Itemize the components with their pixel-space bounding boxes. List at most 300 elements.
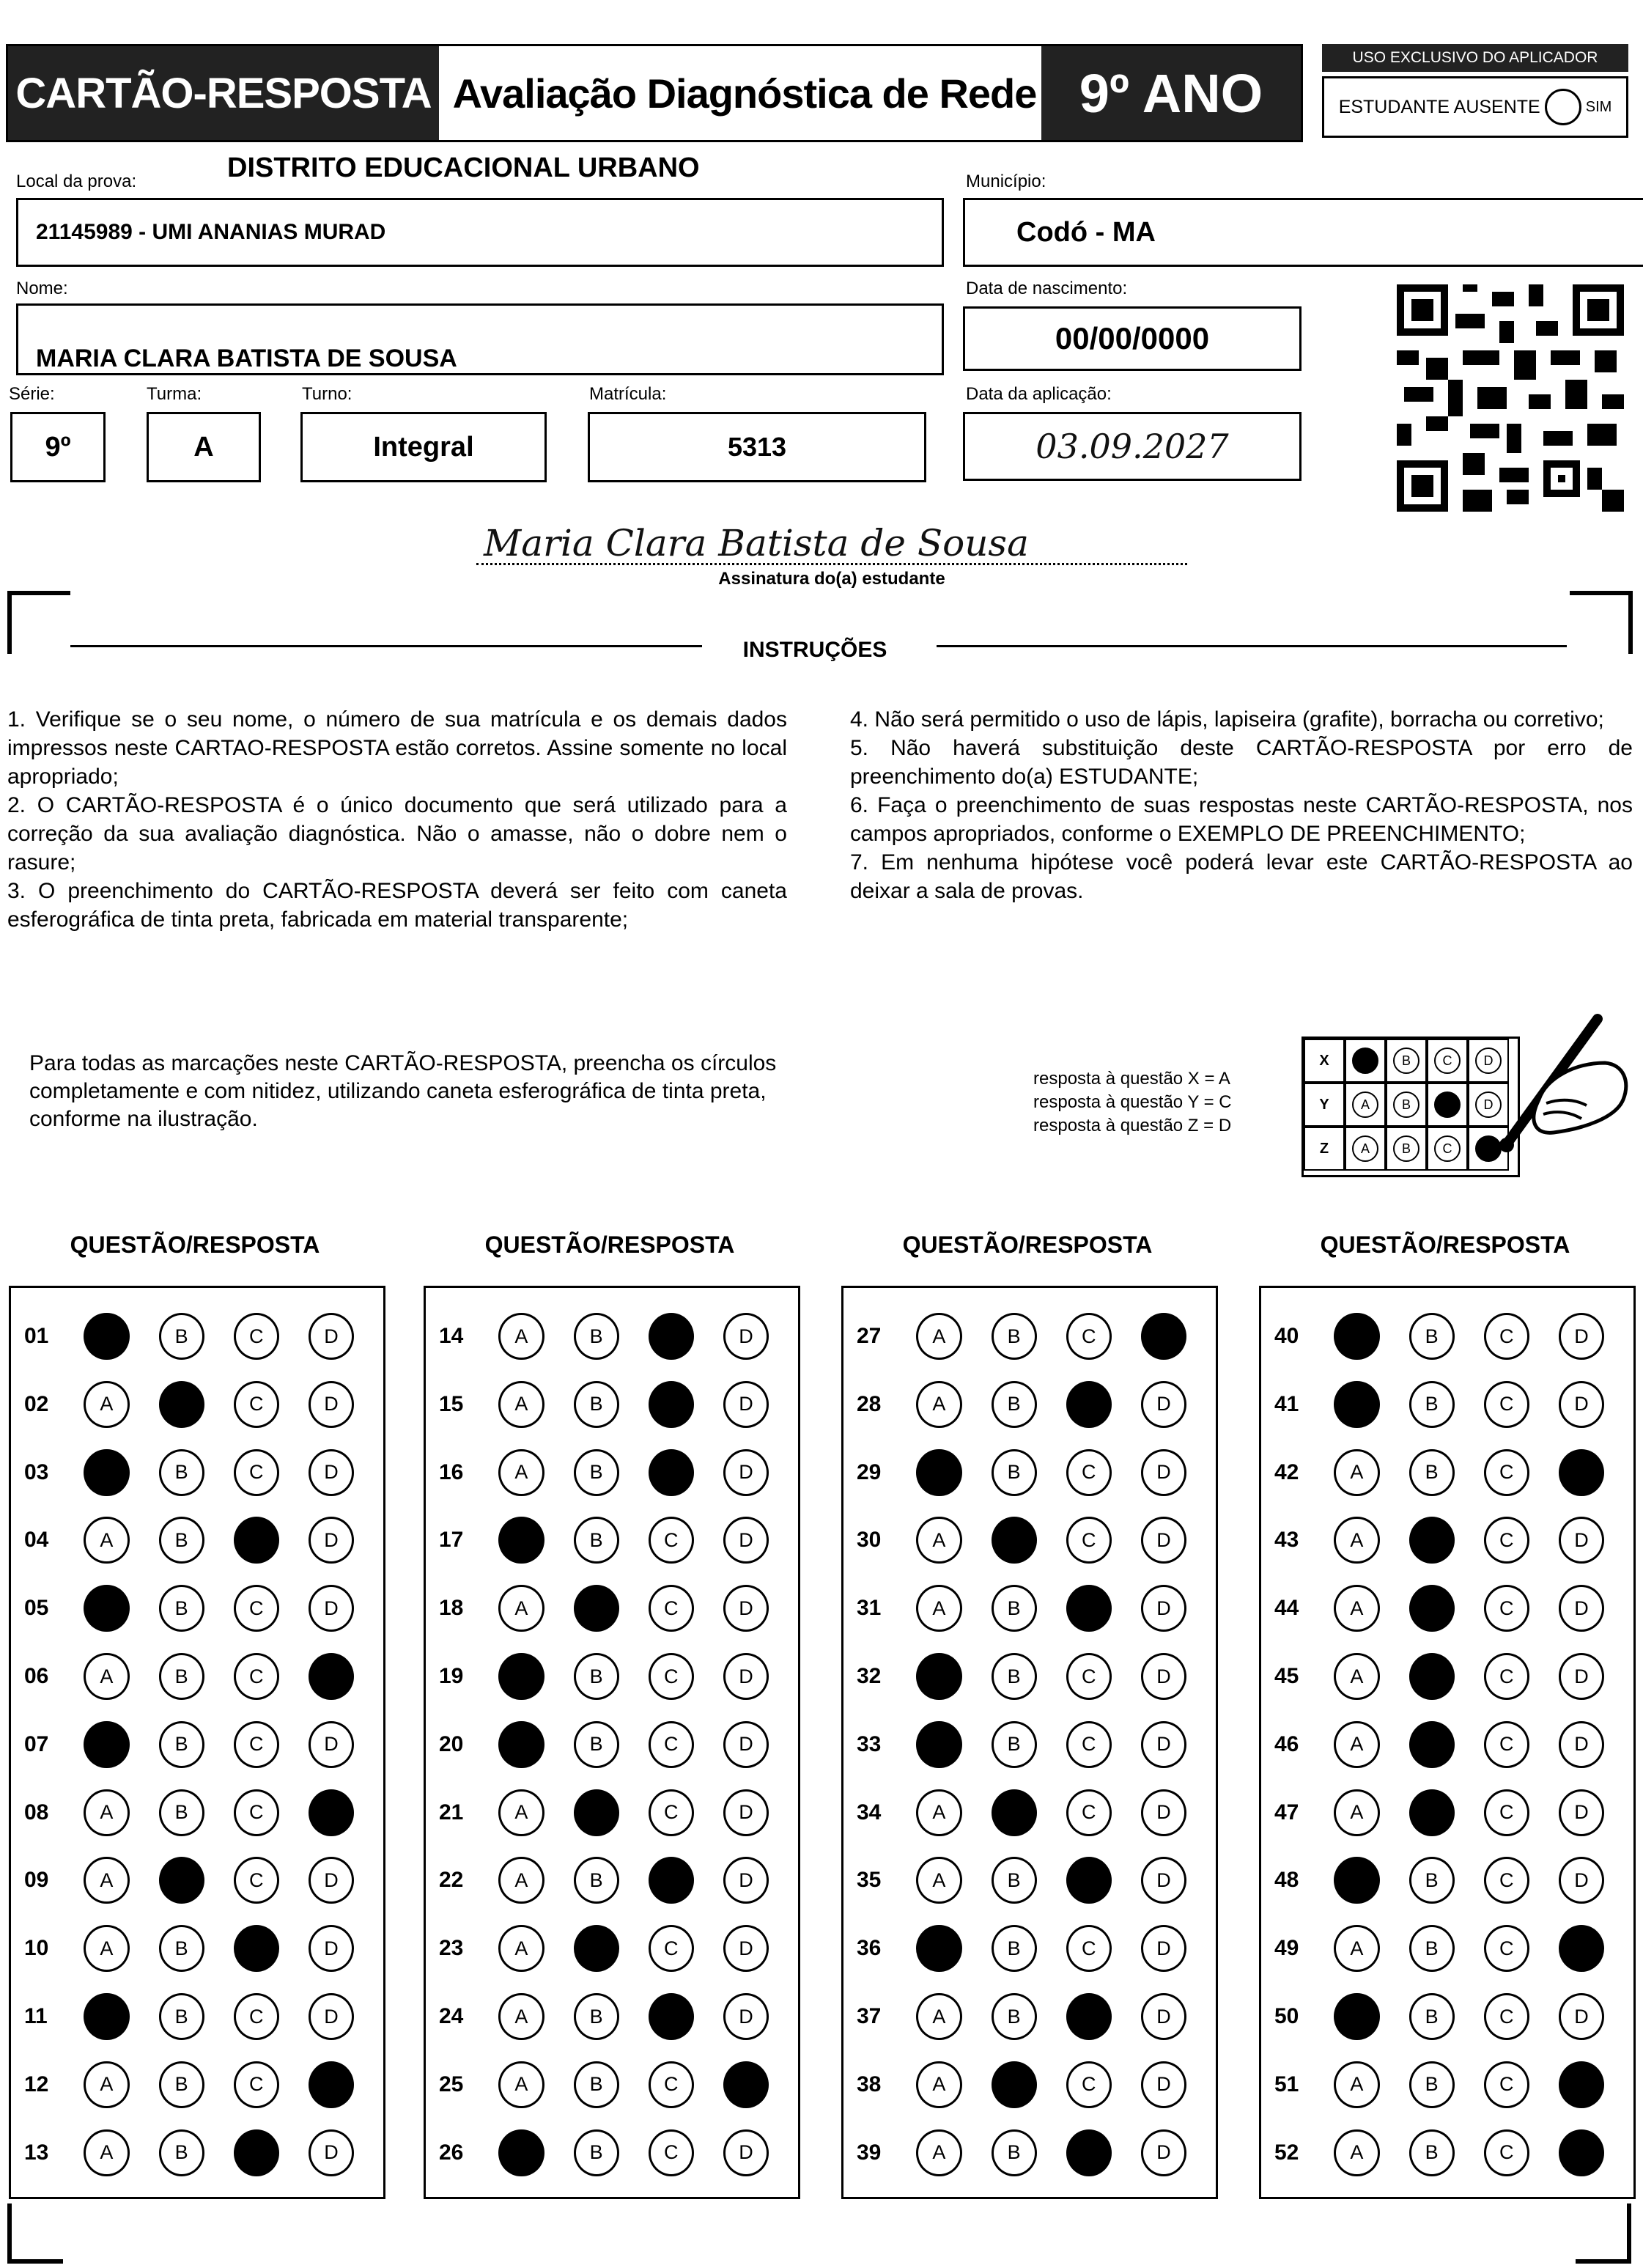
question-row — [1261, 1726, 1633, 1763]
answer-bubble-c[interactable]: C — [234, 1925, 279, 1972]
answer-bubble-c[interactable]: C — [649, 1857, 694, 1904]
question-row — [426, 1522, 798, 1558]
question-row — [426, 1794, 798, 1831]
example-cell — [1386, 1039, 1427, 1083]
answer-bubble-a[interactable]: A — [1334, 1993, 1379, 2040]
answer-bubble-a[interactable]: A — [498, 2061, 544, 2108]
question-row — [843, 1930, 1216, 1967]
turma-field[interactable]: A — [147, 412, 261, 482]
question-row — [11, 1794, 383, 1831]
answer-bubble-b[interactable]: B — [992, 1993, 1037, 2040]
answer-column — [841, 1286, 1218, 2199]
answer-bubble-a[interactable]: A — [498, 1925, 544, 1972]
column-header: QUESTÃO/RESPOSTA — [484, 1231, 735, 1258]
answer-bubble-b[interactable]: B — [574, 1381, 619, 1428]
answer-bubble-b[interactable]: B — [159, 2129, 204, 2176]
local-field[interactable]: 21145989 - UMI ANANIAS MURAD — [16, 198, 944, 267]
answer-bubble-d[interactable]: D — [1559, 2061, 1604, 2108]
question-number: 07 — [24, 1731, 49, 1756]
answer-bubble-b[interactable]: B — [574, 1585, 619, 1632]
answer-bubble-d[interactable]: D — [1559, 1381, 1604, 1428]
answer-bubble-c[interactable]: C — [234, 1993, 279, 2040]
answer-bubble-c[interactable]: C — [1066, 1789, 1112, 1836]
question-row — [11, 1454, 383, 1491]
answer-bubble-a[interactable]: A — [84, 2061, 129, 2108]
question-number: 03 — [24, 1459, 49, 1484]
answer-bubble-c[interactable]: C — [1484, 1925, 1529, 1972]
instruction-2: 2. O CARTÃO-RESPOSTA é o único documento que será utilizado para a correção da sua avaliação diagnóstica. Não o amasse, não o dobre nem o rasure; — [7, 793, 787, 875]
answer-bubble-c[interactable]: C — [649, 2129, 694, 2176]
instructions-title: INSTRUÇÕES — [742, 638, 887, 662]
answer-bubble-a[interactable]: A — [916, 1381, 961, 1428]
question-number: 30 — [857, 1528, 882, 1553]
answer-bubble-b[interactable]: B — [1409, 2061, 1455, 2108]
answer-bubble-c[interactable]: C — [1484, 1993, 1529, 2040]
answer-bubble-d[interactable]: D — [1141, 1517, 1186, 1564]
instructions-rule-left — [70, 645, 702, 647]
question-number: 09 — [24, 1868, 49, 1893]
answer-bubble-c[interactable]: C — [1066, 1653, 1112, 1700]
question-row — [11, 1658, 383, 1695]
answer-bubble-a[interactable]: A — [916, 1925, 961, 1972]
answer-bubble-a[interactable]: A — [916, 1721, 961, 1768]
question-row — [1261, 1998, 1633, 2035]
answer-bubble-b[interactable]: B — [159, 1653, 204, 1700]
question-row — [11, 1386, 383, 1423]
answer-bubble-c[interactable]: C — [234, 1517, 279, 1564]
answer-bubble-b[interactable]: B — [1409, 1925, 1455, 1972]
question-number: 33 — [857, 1731, 882, 1756]
corner-top-right — [1570, 591, 1633, 654]
answer-bubble-b[interactable]: B — [574, 1517, 619, 1564]
answer-bubble-b[interactable]: B — [574, 2061, 619, 2108]
question-row — [1261, 1590, 1633, 1627]
answer-bubble-b[interactable]: B — [159, 1381, 204, 1428]
answer-bubble-d[interactable]: D — [309, 1789, 354, 1836]
answer-bubble-b[interactable]: B — [992, 1585, 1037, 1632]
example-bubble: B — [1393, 1135, 1419, 1162]
answer-bubble-b[interactable]: B — [574, 1925, 619, 1972]
answer-bubble-c[interactable]: C — [649, 1653, 694, 1700]
answer-bubble-a[interactable]: A — [498, 1313, 544, 1360]
answer-bubble-c[interactable]: C — [1484, 1857, 1529, 1904]
answer-bubble-a[interactable]: A — [916, 2061, 961, 2108]
answer-bubble-a[interactable]: A — [84, 2129, 129, 2176]
answer-bubble-d[interactable]: D — [1559, 1313, 1604, 1360]
example-line-z: resposta à questão Z = D — [1033, 1116, 1232, 1135]
answer-bubble-a[interactable]: A — [84, 1925, 129, 1972]
answer-bubble-b[interactable]: B — [574, 1789, 619, 1836]
answer-bubble-d[interactable]: D — [723, 1993, 769, 2040]
nascimento-field[interactable]: 00/00/0000 — [963, 306, 1302, 371]
answer-bubble-c[interactable]: C — [1484, 1585, 1529, 1632]
answer-bubble-b[interactable]: B — [159, 1789, 204, 1836]
absent-option: SIM — [1585, 98, 1612, 115]
answer-bubble-a[interactable]: A — [916, 1789, 961, 1836]
answer-bubble-b[interactable]: B — [159, 1925, 204, 1972]
answer-bubble-c[interactable]: C — [649, 1925, 694, 1972]
question-number: 47 — [1274, 1800, 1299, 1825]
answer-bubble-c[interactable]: C — [1484, 1449, 1529, 1496]
question-row — [11, 1930, 383, 1967]
answer-bubble-a[interactable]: A — [84, 1313, 129, 1360]
answer-bubble-d[interactable]: D — [309, 1313, 354, 1360]
answer-bubble-d[interactable]: D — [309, 1653, 354, 1700]
question-number: 12 — [24, 2072, 49, 2096]
answer-bubble-a[interactable]: A — [498, 1517, 544, 1564]
answer-bubble-b[interactable]: B — [1409, 1585, 1455, 1632]
turma-label: Turma: — [147, 384, 202, 404]
aplicacao-field[interactable]: 03.09.2027 — [963, 412, 1302, 481]
answer-bubble-d[interactable]: D — [1141, 1381, 1186, 1428]
answer-bubble-a[interactable]: A — [84, 1449, 129, 1496]
example-cell — [1427, 1127, 1468, 1171]
answer-bubble-b[interactable]: B — [992, 1517, 1037, 1564]
answer-bubble-b[interactable]: B — [159, 1993, 204, 2040]
question-row — [843, 1386, 1216, 1423]
answer-bubble-b[interactable]: B — [1409, 1449, 1455, 1496]
answer-bubble-a[interactable]: A — [1334, 1789, 1379, 1836]
example-row-label: X — [1304, 1039, 1345, 1083]
answer-bubble-a[interactable]: A — [916, 1857, 961, 1904]
answer-bubble-a[interactable]: A — [916, 1993, 961, 2040]
answer-bubble-b[interactable]: B — [992, 1789, 1037, 1836]
question-row — [11, 1318, 383, 1355]
answer-bubble-c[interactable]: C — [1066, 1517, 1112, 1564]
answer-bubble-a[interactable]: A — [498, 1449, 544, 1496]
answer-bubble-b[interactable]: B — [1409, 1381, 1455, 1428]
answer-bubble-d[interactable]: D — [723, 2129, 769, 2176]
answer-bubble-a[interactable]: A — [498, 1721, 544, 1768]
answer-bubble-d[interactable]: D — [1559, 1721, 1604, 1768]
answer-bubble-a[interactable]: A — [498, 2129, 544, 2176]
answer-bubble-d[interactable]: D — [1141, 1449, 1186, 1496]
answer-bubble-a[interactable]: A — [1334, 1857, 1379, 1904]
answer-bubble-a[interactable]: A — [84, 1721, 129, 1768]
answer-bubble-d[interactable]: D — [723, 1857, 769, 1904]
example-bubble-filled — [1352, 1048, 1378, 1074]
answer-bubble-d[interactable]: D — [309, 1721, 354, 1768]
answer-bubble-c[interactable]: C — [234, 1789, 279, 1836]
absent-bubble[interactable] — [1545, 89, 1581, 125]
answer-bubble-a[interactable]: A — [498, 1993, 544, 2040]
signature-caption: Assinatura do(a) estudante — [718, 569, 945, 589]
question-number: 43 — [1274, 1528, 1299, 1553]
answer-bubble-d[interactable]: D — [1559, 1925, 1604, 1972]
instruction-3: 3. O preenchimento do CARTÃO-RESPOSTA deverá ser feito com caneta esferográfica de tinta preta, fabricada em material transparente; — [7, 879, 787, 932]
question-row — [426, 1386, 798, 1423]
question-number: 50 — [1274, 2004, 1299, 2028]
answer-bubble-d[interactable]: D — [309, 1925, 354, 1972]
question-number: 06 — [24, 1664, 49, 1688]
instruction-5: 5. Não haverá substituição deste CARTÃO-RESPOSTA por erro de preenchimento do(a) ESTUDANTE; — [850, 736, 1633, 789]
answer-bubble-c[interactable]: C — [649, 1789, 694, 1836]
answer-bubble-c[interactable]: C — [234, 1313, 279, 1360]
answer-bubble-c[interactable]: C — [649, 1585, 694, 1632]
answer-bubble-b[interactable]: B — [1409, 1789, 1455, 1836]
question-number: 04 — [24, 1528, 49, 1553]
answer-bubble-a[interactable]: A — [1334, 1313, 1379, 1360]
answer-bubble-d[interactable]: D — [723, 1517, 769, 1564]
answer-bubble-d[interactable]: D — [1559, 1585, 1604, 1632]
answer-bubble-c[interactable]: C — [649, 1993, 694, 2040]
example-grid — [1302, 1037, 1520, 1177]
answer-bubble-d[interactable]: D — [1559, 2129, 1604, 2176]
answer-bubble-d[interactable]: D — [723, 1449, 769, 1496]
answer-bubble-c[interactable]: C — [649, 1517, 694, 1564]
answer-bubble-b[interactable]: B — [1409, 1313, 1455, 1360]
question-row — [843, 1862, 1216, 1899]
answer-bubble-a[interactable]: A — [916, 1449, 961, 1496]
answer-bubble-b[interactable]: B — [574, 1449, 619, 1496]
local-label: Local da prova: — [16, 172, 137, 191]
example-bubble: D — [1475, 1091, 1502, 1118]
answer-bubble-b[interactable]: B — [992, 1925, 1037, 1972]
answer-bubble-c[interactable]: C — [1484, 1313, 1529, 1360]
corner-bottom-left — [7, 2203, 63, 2264]
question-number: 16 — [439, 1459, 464, 1484]
answer-bubble-b[interactable]: B — [992, 1381, 1037, 1428]
answer-bubble-b[interactable]: B — [992, 2061, 1037, 2108]
answer-bubble-c[interactable]: C — [1484, 2061, 1529, 2108]
answer-bubble-c[interactable]: C — [234, 2129, 279, 2176]
answer-bubble-d[interactable]: D — [309, 1381, 354, 1428]
question-number: 27 — [857, 1324, 882, 1348]
answer-bubble-a[interactable]: A — [84, 1857, 129, 1904]
answer-bubble-b[interactable]: B — [1409, 1993, 1455, 2040]
question-row — [843, 1522, 1216, 1558]
answer-bubble-b[interactable]: B — [1409, 1721, 1455, 1768]
answer-bubble-d[interactable]: D — [1559, 1517, 1604, 1564]
answer-bubble-a[interactable]: A — [1334, 1925, 1379, 1972]
instruction-6: 6. Faça o preenchimento de suas respostas neste CARTÃO-RESPOSTA, nos campos apropriados, conforme o EXEMPLO DE PREENCHIMENTO; — [850, 793, 1633, 846]
matricula-field[interactable]: 5313 — [588, 412, 926, 482]
answer-bubble-d[interactable]: D — [723, 1925, 769, 1972]
example-cell — [1386, 1083, 1427, 1127]
answer-bubble-d[interactable]: D — [723, 1653, 769, 1700]
answer-bubble-c[interactable]: C — [649, 1449, 694, 1496]
answer-bubble-b[interactable]: B — [1409, 2129, 1455, 2176]
applicator-label: USO EXCLUSIVO DO APLICADOR — [1322, 44, 1628, 72]
answer-bubble-c[interactable]: C — [234, 1449, 279, 1496]
answer-bubble-c[interactable]: C — [1484, 1653, 1529, 1700]
answer-bubble-b[interactable]: B — [992, 1653, 1037, 1700]
answer-bubble-d[interactable]: D — [309, 1993, 354, 2040]
example-bubble: C — [1434, 1135, 1461, 1162]
answer-bubble-b[interactable]: B — [159, 2061, 204, 2108]
answer-bubble-b[interactable]: B — [574, 1721, 619, 1768]
answer-bubble-b[interactable]: B — [992, 1721, 1037, 1768]
answer-bubble-a[interactable]: A — [1334, 1449, 1379, 1496]
answer-bubble-a[interactable]: A — [1334, 2061, 1379, 2108]
question-row — [11, 1998, 383, 2035]
answer-bubble-a[interactable]: A — [84, 1585, 129, 1632]
answer-bubble-c[interactable]: C — [1066, 2061, 1112, 2108]
question-number: 44 — [1274, 1596, 1299, 1621]
answer-bubble-a[interactable]: A — [916, 1585, 961, 1632]
answer-bubble-c[interactable]: C — [234, 1857, 279, 1904]
example-bubble: B — [1393, 1048, 1419, 1074]
answer-bubble-d[interactable]: D — [1141, 1313, 1186, 1360]
answer-bubble-c[interactable]: C — [1484, 1381, 1529, 1428]
answer-bubble-d[interactable]: D — [1559, 1993, 1604, 2040]
answer-bubble-c[interactable]: C — [1066, 1993, 1112, 2040]
question-row — [11, 1726, 383, 1763]
answer-bubble-a[interactable]: A — [916, 1517, 961, 1564]
answer-bubble-d[interactable]: D — [1141, 2129, 1186, 2176]
answer-bubble-d[interactable]: D — [1559, 1857, 1604, 1904]
answer-bubble-d[interactable]: D — [1559, 1653, 1604, 1700]
answer-bubble-d[interactable]: D — [309, 1449, 354, 1496]
instructions-right — [850, 705, 1633, 905]
question-number: 21 — [439, 1800, 464, 1825]
answer-bubble-a[interactable]: A — [916, 1653, 961, 1700]
question-row — [843, 1318, 1216, 1355]
answer-bubble-a[interactable]: A — [1334, 1585, 1379, 1632]
answer-bubble-a[interactable]: A — [84, 1381, 129, 1428]
answer-bubble-d[interactable]: D — [309, 2129, 354, 2176]
answer-bubble-d[interactable]: D — [723, 1789, 769, 1836]
answer-bubble-c[interactable]: C — [1484, 1789, 1529, 1836]
answer-bubble-d[interactable]: D — [1141, 1857, 1186, 1904]
answer-bubble-a[interactable]: A — [84, 1789, 129, 1836]
answer-bubble-c[interactable]: C — [649, 1721, 694, 1768]
answer-bubble-b[interactable]: B — [1409, 1653, 1455, 1700]
answer-bubble-d[interactable]: D — [309, 2061, 354, 2108]
answer-bubble-a[interactable]: A — [498, 1857, 544, 1904]
answer-bubble-d[interactable]: D — [723, 1721, 769, 1768]
answer-bubble-a[interactable]: A — [84, 1993, 129, 2040]
answer-bubble-c[interactable]: C — [1066, 1449, 1112, 1496]
question-number: 48 — [1274, 1868, 1299, 1893]
answer-bubble-d[interactable]: D — [1141, 1993, 1186, 2040]
answer-bubble-d[interactable]: D — [1141, 1653, 1186, 1700]
answer-bubble-a[interactable]: A — [1334, 1381, 1379, 1428]
answer-bubble-d[interactable]: D — [1141, 2061, 1186, 2108]
answer-bubble-c[interactable]: C — [234, 1381, 279, 1428]
example-cell — [1386, 1127, 1427, 1171]
answer-bubble-d[interactable]: D — [723, 1585, 769, 1632]
answer-bubble-d[interactable]: D — [1559, 1449, 1604, 1496]
question-number: 52 — [1274, 2140, 1299, 2165]
answer-bubble-a[interactable]: A — [84, 1653, 129, 1700]
answer-bubble-c[interactable]: C — [649, 2061, 694, 2108]
answer-bubble-c[interactable]: C — [1066, 1313, 1112, 1360]
answer-bubble-c[interactable]: C — [234, 1721, 279, 1768]
answer-bubble-c[interactable]: C — [1066, 1585, 1112, 1632]
answer-bubble-c[interactable]: C — [1066, 1925, 1112, 1972]
answer-bubble-d[interactable]: D — [309, 1585, 354, 1632]
answer-bubble-c[interactable]: C — [234, 1585, 279, 1632]
answer-bubble-c[interactable]: C — [649, 1313, 694, 1360]
serie-label: Série: — [9, 384, 55, 404]
answer-bubble-d[interactable]: D — [723, 2061, 769, 2108]
nome-field[interactable]: MARIA CLARA BATISTA DE SOUSA — [16, 303, 944, 375]
answer-bubble-c[interactable]: C — [1066, 1381, 1112, 1428]
answer-bubble-a[interactable]: A — [498, 1381, 544, 1428]
answer-bubble-b[interactable]: B — [159, 1721, 204, 1768]
answer-bubble-b[interactable]: B — [159, 1857, 204, 1904]
answer-bubble-b[interactable]: B — [992, 1449, 1037, 1496]
answer-bubble-a[interactable]: A — [498, 1789, 544, 1836]
answer-bubble-d[interactable]: D — [1141, 1925, 1186, 1972]
answer-bubble-c[interactable]: C — [234, 1653, 279, 1700]
question-row — [1261, 1386, 1633, 1423]
question-row — [1261, 1318, 1633, 1355]
instructions-left — [7, 705, 787, 934]
answer-bubble-d[interactable]: D — [1141, 1585, 1186, 1632]
answer-bubble-a[interactable]: A — [916, 1313, 961, 1360]
question-number: 05 — [24, 1596, 49, 1621]
answer-bubble-a[interactable]: A — [498, 1585, 544, 1632]
question-number: 26 — [439, 2140, 464, 2165]
answer-bubble-b[interactable]: B — [159, 1585, 204, 1632]
question-row — [426, 1658, 798, 1695]
answer-bubble-b[interactable]: B — [574, 1857, 619, 1904]
answer-bubble-d[interactable]: D — [1141, 1789, 1186, 1836]
answer-bubble-b[interactable]: B — [574, 2129, 619, 2176]
answer-bubble-a[interactable]: A — [1334, 2129, 1379, 2176]
nome-label: Nome: — [16, 279, 68, 298]
answer-bubble-b[interactable]: B — [159, 1517, 204, 1564]
answer-bubble-c[interactable]: C — [1484, 2129, 1529, 2176]
answer-bubble-c[interactable]: C — [1066, 2129, 1112, 2176]
example-lines — [1033, 1067, 1232, 1138]
answer-bubble-a[interactable]: A — [1334, 1721, 1379, 1768]
answer-bubble-a[interactable]: A — [84, 1517, 129, 1564]
instruction-4: 4. Não será permitido o uso de lápis, lapiseira (grafite), borracha ou corretivo; — [850, 707, 1604, 732]
question-number: 49 — [1274, 1936, 1299, 1961]
answer-bubble-d[interactable]: D — [1141, 1721, 1186, 1768]
answer-bubble-a[interactable]: A — [1334, 1517, 1379, 1564]
answer-bubble-b[interactable]: B — [574, 1993, 619, 2040]
answer-bubble-b[interactable]: B — [992, 1313, 1037, 1360]
answer-bubble-d[interactable]: D — [723, 1313, 769, 1360]
answer-bubble-b[interactable]: B — [159, 1449, 204, 1496]
question-number: 22 — [439, 1868, 464, 1893]
question-number: 32 — [857, 1664, 882, 1688]
example-bubble: C — [1434, 1048, 1461, 1074]
answer-bubble-c[interactable]: C — [1484, 1721, 1529, 1768]
answer-bubble-b[interactable]: B — [1409, 1857, 1455, 1904]
answer-bubble-d[interactable]: D — [1559, 1789, 1604, 1836]
answer-bubble-a[interactable]: A — [916, 2129, 961, 2176]
answer-bubble-a[interactable]: A — [1334, 1653, 1379, 1700]
answer-bubble-b[interactable]: B — [574, 1313, 619, 1360]
corner-bottom-right — [1576, 2203, 1631, 2264]
answer-bubble-b[interactable]: B — [574, 1653, 619, 1700]
answer-bubble-b[interactable]: B — [1409, 1517, 1455, 1564]
serie-field[interactable]: 9º — [10, 412, 106, 482]
turno-field[interactable]: Integral — [300, 412, 547, 482]
answer-bubble-c[interactable]: C — [1484, 1517, 1529, 1564]
answer-bubble-b[interactable]: B — [992, 2129, 1037, 2176]
answer-bubble-c[interactable]: C — [1066, 1721, 1112, 1768]
answer-bubble-a[interactable]: A — [498, 1653, 544, 1700]
answer-bubble-b[interactable]: B — [159, 1313, 204, 1360]
municipio-field[interactable]: Codó - MA — [963, 198, 1643, 267]
answer-bubble-c[interactable]: C — [1066, 1857, 1112, 1904]
answer-bubble-b[interactable]: B — [992, 1857, 1037, 1904]
answer-bubble-d[interactable]: D — [309, 1517, 354, 1564]
answer-bubble-c[interactable]: C — [649, 1381, 694, 1428]
answer-bubble-d[interactable]: D — [723, 1381, 769, 1428]
example-cell — [1345, 1083, 1386, 1127]
matricula-label: Matrícula: — [589, 384, 667, 404]
answer-bubble-d[interactable]: D — [309, 1857, 354, 1904]
question-number: 46 — [1274, 1731, 1299, 1756]
answer-bubble-c[interactable]: C — [234, 2061, 279, 2108]
